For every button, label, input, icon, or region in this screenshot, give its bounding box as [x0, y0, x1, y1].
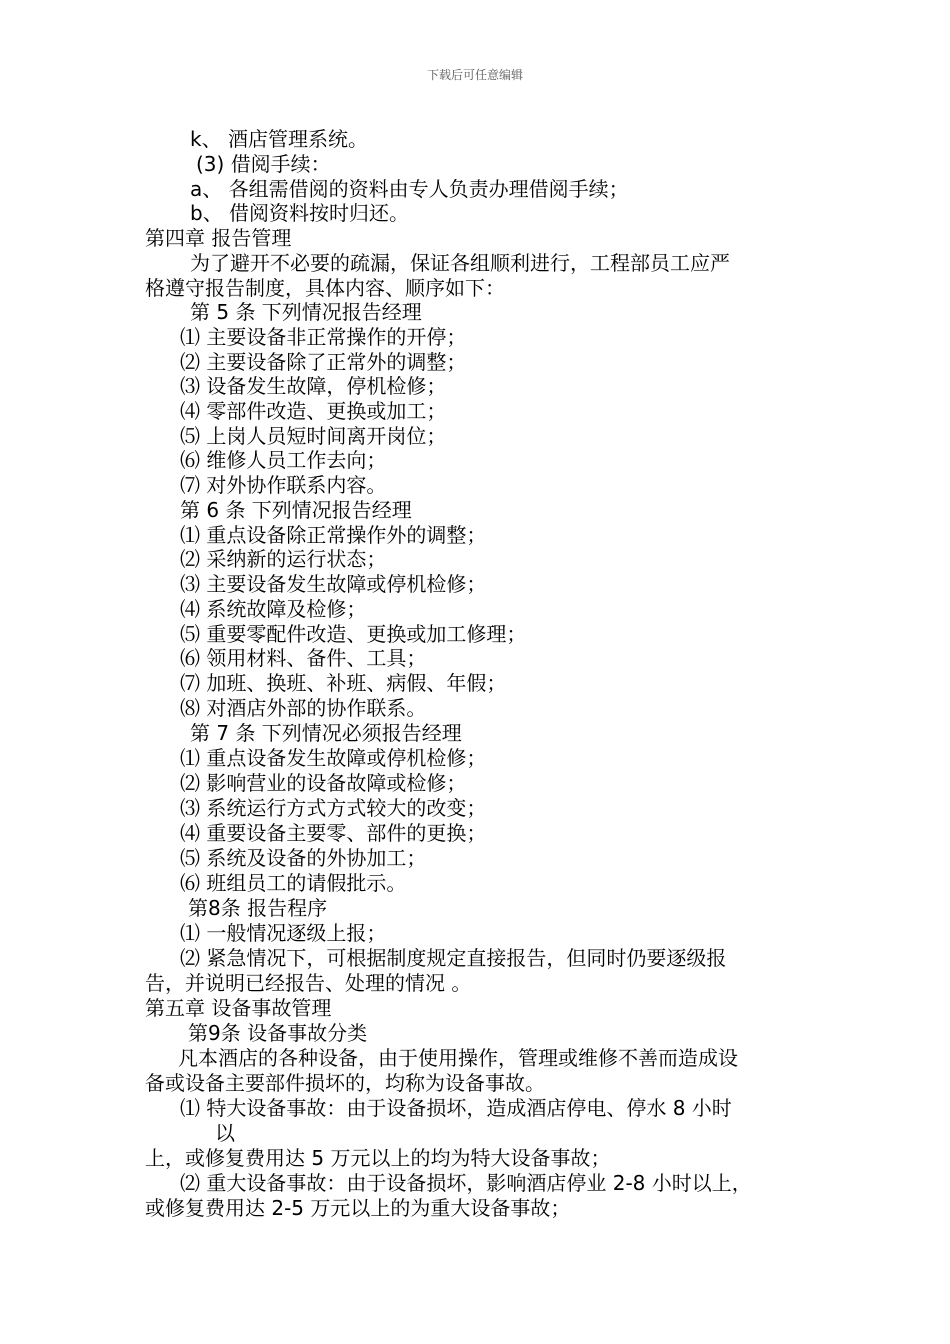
list-item: ⑵ 影响营业的设备故障或检修；	[180, 771, 467, 795]
list-item: ⑵ 采纳新的运行状态；	[180, 547, 387, 571]
text-line: 以	[215, 1121, 235, 1145]
list-item: ⑹ 班组员工的请假批示。	[180, 871, 407, 895]
list-item: ⑵ 主要设备除了正常外的调整；	[180, 350, 467, 374]
list-item: ⑻ 对酒店外部的协作联系。	[180, 696, 427, 720]
list-item: ⑸ 上岗人员短时间离开岗位；	[180, 424, 447, 448]
list-item: ⑵ 紧急情况下，可根据制度规定直接报告，但同时仍要逐级报	[180, 946, 727, 970]
list-item: ⑴ 特大设备事故：由于设备损坏，造成酒店停电、停水 8 小时	[180, 1096, 732, 1120]
list-item: ⑶ 主要设备发生故障或停机检修；	[180, 572, 487, 596]
text-line: a、 各组需借阅的资料由专人负责办理借阅手续；	[190, 177, 629, 201]
list-item: ⑸ 重要零配件改造、更换或加工修理；	[180, 622, 527, 646]
list-item: ⑵ 重大设备事故：由于设备损坏，影响酒店停业 2-8 小时以上，	[180, 1171, 752, 1195]
list-item: ⑺ 对外协作联系内容。	[180, 473, 387, 497]
text-line: 或修复费用达 2-5 万元以上的为重大设备事故；	[145, 1196, 571, 1220]
list-item: ⑶ 系统运行方式方式较大的改变；	[180, 796, 487, 820]
text-line: 凡本酒店的各种设备，由于使用操作，管理或维修不善而造成设	[178, 1046, 738, 1070]
list-item: ⑷ 重要设备主要零、部件的更换；	[180, 821, 487, 845]
chapter-heading: 第四章 报告管理	[145, 226, 292, 250]
list-item: ⑸ 系统及设备的外协加工；	[180, 846, 427, 870]
text-line: 为了避开不必要的疏漏，保证各组顺利进行，工程部员工应严	[190, 251, 730, 275]
list-item: ⑴ 一般情况逐级上报；	[180, 921, 387, 945]
list-item: ⑴ 重点设备除正常操作外的调整；	[180, 523, 487, 547]
list-item: ⑶ 设备发生故障，停机检修；	[180, 374, 447, 398]
list-item: ⑺ 加班、换班、补班、病假、年假；	[180, 671, 507, 695]
article-heading: 第 5 条 下列情况报告经理	[190, 300, 422, 324]
text-line: b、 借阅资料按时归还。	[190, 201, 410, 225]
list-item: ⑴ 重点设备发生故障或停机检修；	[180, 746, 487, 770]
article-heading: 第8条 报告程序	[188, 896, 328, 920]
text-line: (3) 借阅手续：	[196, 152, 331, 176]
text-line: 告，并说明已经报告、处理的情况 。	[145, 971, 472, 995]
list-item: ⑹ 维修人员工作去向；	[180, 448, 387, 472]
list-item: ⑷ 零部件改造、更换或加工；	[180, 399, 447, 423]
text-line: 上，或修复费用达 5 万元以上的均为特大设备事故；	[145, 1146, 611, 1170]
article-heading: 第 7 条 下列情况必须报告经理	[190, 721, 462, 745]
article-heading: 第 6 条 下列情况报告经理	[180, 498, 412, 522]
list-item: ⑷ 系统故障及检修；	[180, 597, 367, 621]
list-item: ⑹ 领用材料、备件、工具；	[180, 646, 427, 670]
text-line: k、 酒店管理系统。	[190, 127, 368, 151]
article-heading: 第9条 设备事故分类	[188, 1021, 368, 1045]
text-line: 备或设备主要部件损坏的，均称为设备事故。	[145, 1071, 545, 1095]
chapter-heading: 第五章 设备事故管理	[145, 996, 332, 1020]
list-item: ⑴ 主要设备非正常操作的开停；	[180, 325, 467, 349]
text-line: 格遵守报告制度，具体内容、顺序如下：	[145, 276, 505, 300]
page-header: 下载后可任意编辑	[426, 68, 523, 82]
